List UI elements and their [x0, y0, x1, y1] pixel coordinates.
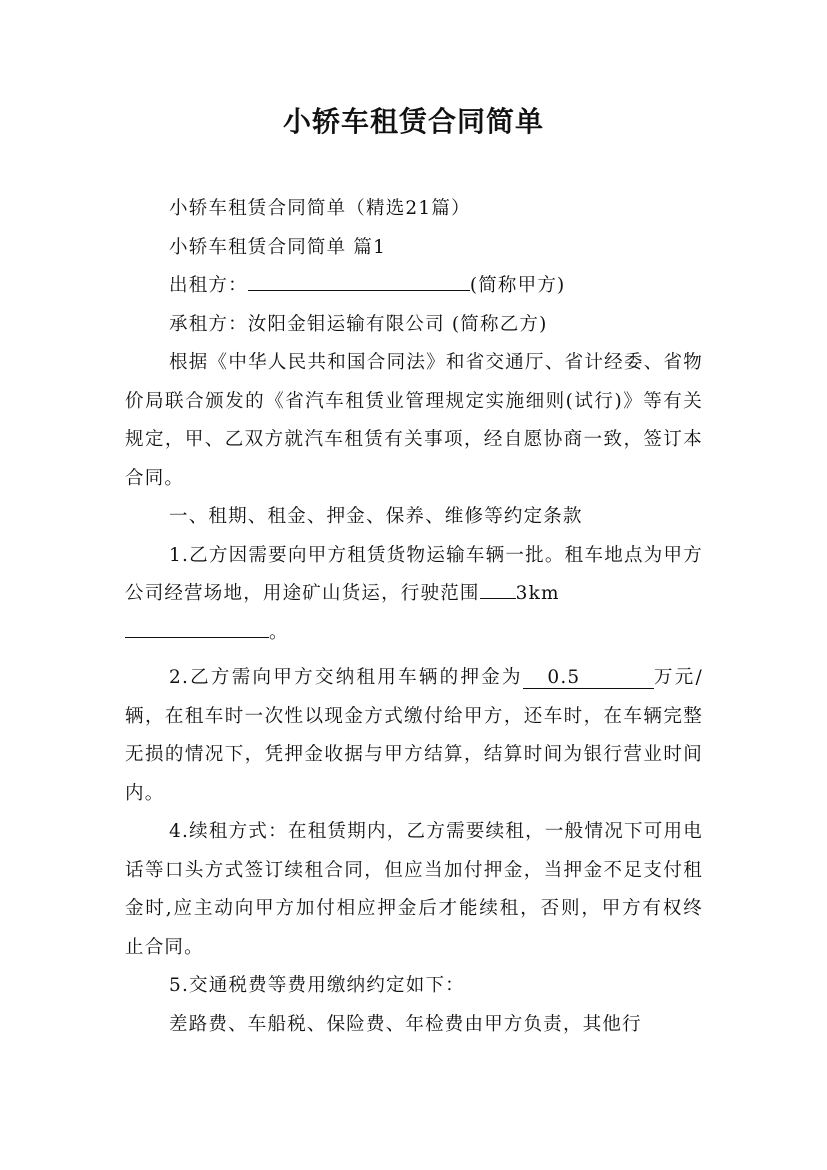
document-title: 小轿车租赁合同简单 — [282, 105, 544, 138]
lessor-line — [125, 267, 703, 306]
clause-2 — [125, 659, 703, 813]
preamble-paragraph: 根据《中华人民共和国合同法》和省交通厅、省计经委、省物价局联合颁发的《省汽车租赁业管理规定实施细则(试行)》等有关规定，甲、乙双方就汽车租赁有关事项，经自愿协商一致，签订本合同。 — [125, 352, 704, 489]
clause-1-range: 3km — [515, 583, 560, 604]
clause-1-end: 。 — [269, 621, 289, 643]
clause-4: 4.续租方式：在租赁期内，乙方需要续租，一般情况下可用电话等口头方式签订续租合同，但应当加付押金，当押金不足支付租金时,应主动向甲方加付相应押金后才能续租，否则，甲方有权终止合同。 — [125, 821, 703, 958]
section1-heading: 一、租期、租金、押金、保养、维修等约定条款 — [169, 506, 583, 527]
deposit-blank — [523, 667, 654, 689]
lessee-line: 承租方：汝阳金钼运输有限公司 (简称乙方) — [169, 313, 548, 335]
document-body — [125, 190, 703, 1044]
lessor-label: 出租方： — [169, 275, 248, 296]
lessor-suffix: (简称甲方) — [469, 275, 566, 296]
subtitle-line: 小轿车租赁合同简单（精选21篇） — [169, 198, 471, 219]
range-blank-trail — [125, 617, 269, 637]
clause-2-text: 2.乙方需向甲方交纳租用车辆的押金为 — [169, 667, 523, 688]
clause-5: 5.交通税费等费用缴纳约定如下： — [169, 975, 465, 996]
clause-1 — [125, 537, 703, 653]
part-heading: 小轿车租赁合同简单 篇1 — [169, 236, 387, 258]
lessor-name-blank — [248, 271, 470, 291]
clause-2-deposit: 0.5 — [547, 667, 581, 688]
clause-5-detail: 差路费、车船税、保险费、年检费由甲方负责，其他行 — [169, 1013, 642, 1035]
clause-2-rest: 万元/辆，在租车时一次性以现金方式缴付给甲方，还车时，在车辆完整无损的情况下，凭押金收据与甲方结算，结算时间为银行营业时间内。 — [125, 667, 703, 804]
clause-1-text: 1.乙方因需要向甲方租赁货物运输车辆一批。租车地点为甲方公司经营场地，用途矿山货运，行驶范围 — [125, 544, 703, 604]
range-blank-lead — [480, 579, 516, 599]
